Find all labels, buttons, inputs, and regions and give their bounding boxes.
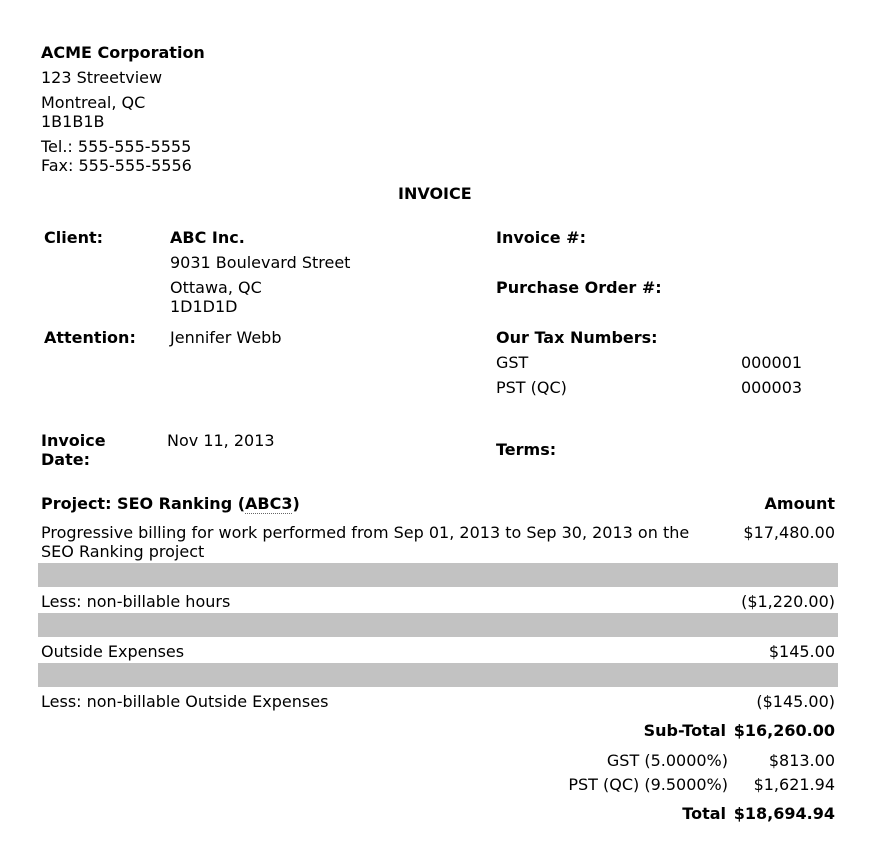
line-item-amount: ($145.00) — [756, 692, 835, 711]
gst-label: GST (5.0000%) — [606, 751, 728, 770]
company-city: Montreal, QC — [41, 93, 146, 112]
project-label: Project: SEO Ranking ( — [41, 494, 246, 513]
tax-name-pst: PST (QC) — [496, 378, 567, 397]
page-title: INVOICE — [398, 184, 472, 203]
invoice-date-value: Nov 11, 2013 — [167, 431, 275, 450]
client-postal: 1D1D1D — [170, 297, 238, 316]
company-address: 123 Streetview — [41, 68, 163, 87]
row-separator-band — [38, 613, 838, 637]
pst-label: PST (QC) (9.5000%) — [568, 775, 728, 794]
line-item-amount: $145.00 — [768, 642, 835, 661]
client-name: ABC Inc. — [170, 228, 245, 247]
line-item-description: Outside Expenses — [41, 642, 185, 661]
attention-label: Attention: — [44, 328, 136, 347]
tax-numbers-label: Our Tax Numbers: — [496, 328, 658, 347]
subtotal-value: $16,260.00 — [733, 721, 835, 740]
company-postal: 1B1B1B — [41, 112, 105, 131]
total-label: Total — [682, 804, 726, 823]
line-item-description: Less: non-billable Outside Expenses — [41, 692, 329, 711]
tax-number-gst: 000001 — [741, 353, 803, 372]
row-separator-band — [38, 563, 838, 587]
invoice-date-label-line1: Invoice — [41, 431, 106, 450]
line-item-description: Progressive billing for work performed from Sep 01, 2013 to Sep 30, 2013 on the SEO Ranking project — [41, 523, 690, 561]
client-city: Ottawa, QC — [170, 278, 262, 297]
client-label: Client: — [44, 228, 103, 247]
attention-name: Jennifer Webb — [170, 328, 282, 347]
line-item-amount: $17,480.00 — [743, 523, 835, 542]
invoice-date-label-line2: Date: — [41, 450, 90, 469]
company-tel: Tel.: 555-555-5555 — [41, 137, 192, 156]
line-item-description: Less: non-billable hours — [41, 592, 231, 611]
project-label-end: ) — [292, 494, 300, 513]
invoice-number-label: Invoice #: — [496, 228, 586, 247]
tax-number-pst: 000003 — [741, 378, 803, 397]
client-address: 9031 Boulevard Street — [170, 253, 351, 272]
total-value: $18,694.94 — [733, 804, 835, 823]
project-code-link[interactable]: ABC3 — [245, 494, 293, 513]
subtotal-label: Sub-Total — [643, 721, 726, 740]
project-title — [41, 494, 300, 513]
amount-header: Amount — [764, 494, 835, 513]
line-item-amount: ($1,220.00) — [741, 592, 835, 611]
company-name: ACME Corporation — [41, 43, 205, 62]
tax-name-gst: GST — [496, 353, 529, 372]
gst-value: $813.00 — [768, 751, 835, 770]
pst-value: $1,621.94 — [753, 775, 835, 794]
row-separator-band — [38, 663, 838, 687]
company-fax: Fax: 555-555-5556 — [41, 156, 192, 175]
terms-label: Terms: — [496, 440, 557, 459]
purchase-order-label: Purchase Order #: — [496, 278, 662, 297]
